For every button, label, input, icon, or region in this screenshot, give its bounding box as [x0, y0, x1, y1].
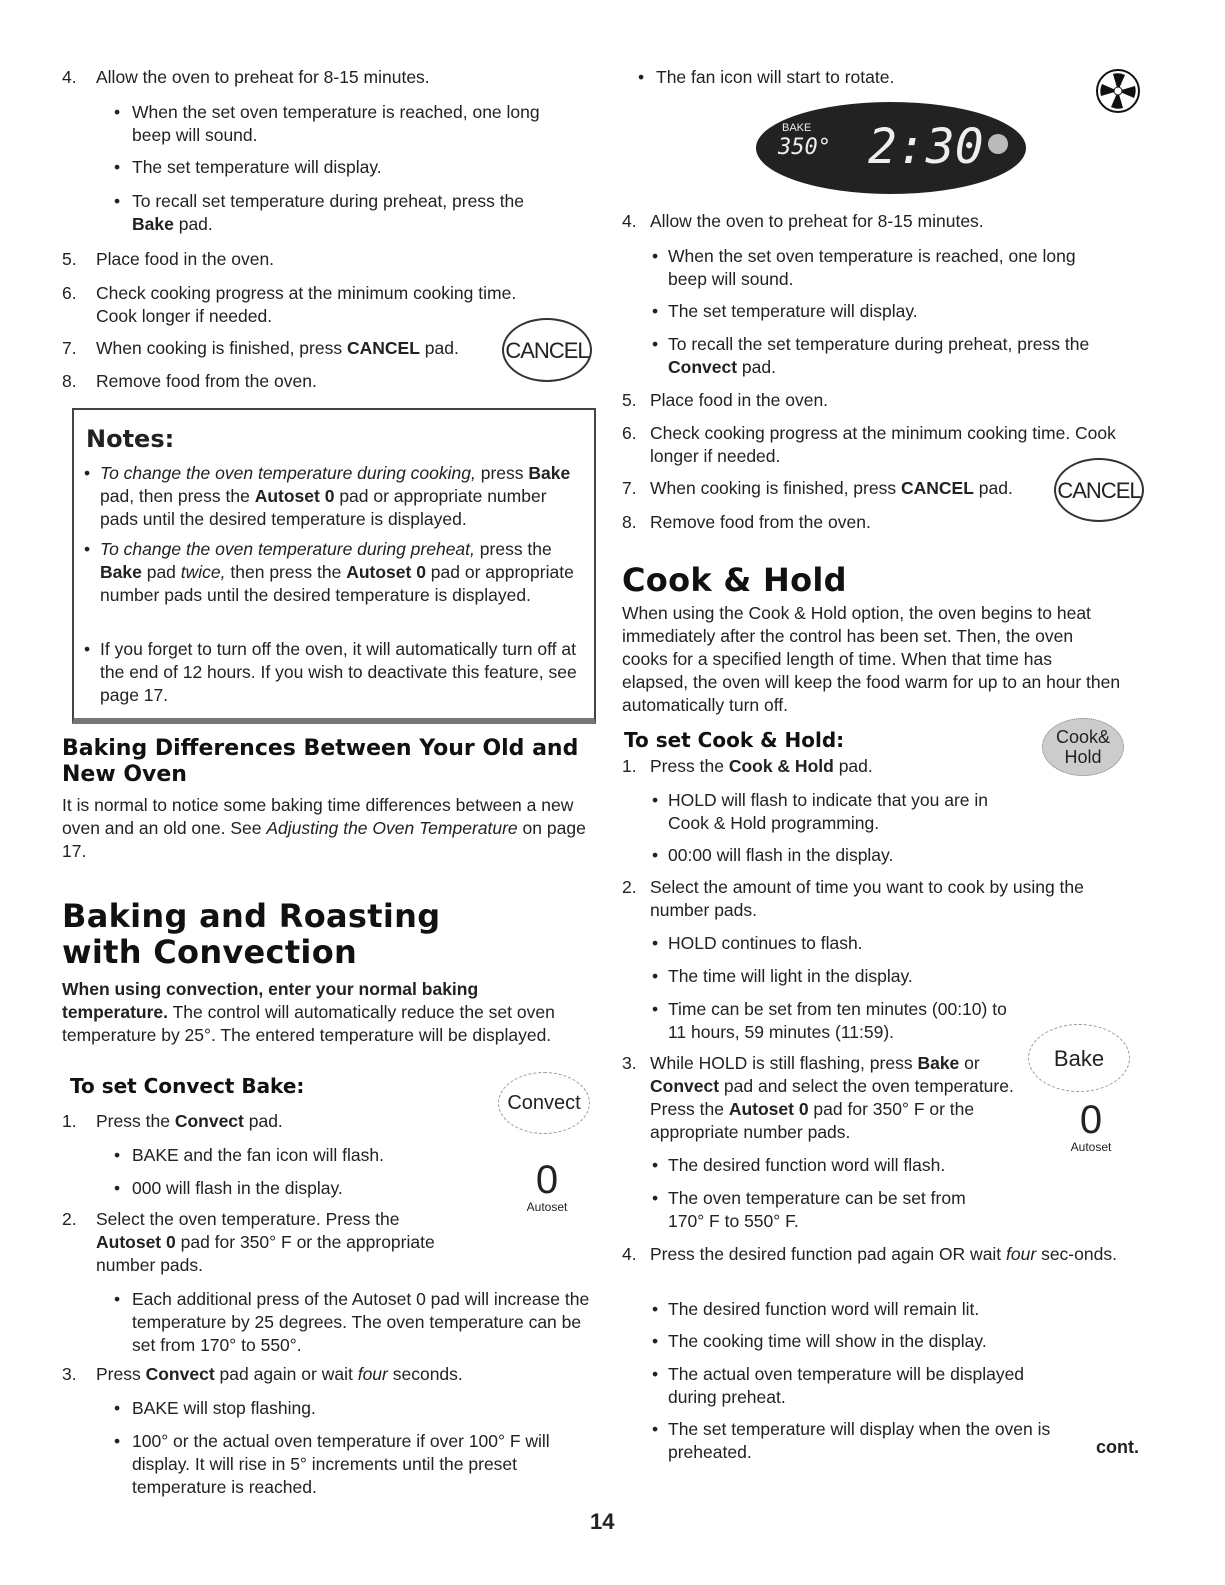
- text: The control will automatically reduce the set oven temperature by 25°. The entered temperature will be displayed.: [62, 1002, 555, 1045]
- bold-text: Cook & Hold: [728, 756, 834, 776]
- bullet: •: [652, 845, 659, 865]
- notes-title: Notes:: [86, 425, 175, 453]
- convection-heading: Baking and Roasting with Convection: [62, 897, 441, 971]
- bullet-text: The desired function word will remain lit.: [668, 1299, 980, 1319]
- bold-text: Autoset 0: [254, 486, 335, 506]
- text: Press: [96, 1364, 141, 1384]
- text: pad for 350° F or the appropriate number pads.: [650, 1099, 975, 1142]
- bullet-text: The set temperature will display.: [668, 301, 918, 321]
- step-number: 6.: [62, 283, 77, 303]
- bullet: •: [652, 999, 659, 1019]
- text: seconds.: [392, 1364, 463, 1384]
- zero-digit: 0: [1079, 1098, 1103, 1142]
- step-text: [650, 1052, 1050, 1144]
- step-text: [650, 755, 1142, 778]
- bullet: •: [652, 790, 659, 810]
- italic-text: Adjusting the Oven Temperature: [266, 818, 518, 838]
- text: Press the: [650, 756, 724, 776]
- step-text: Check cooking progress at the minimum cooking time. Cook longer if needed.: [650, 423, 1116, 466]
- step-number: 3.: [622, 1053, 637, 1073]
- bullet: •: [652, 1188, 659, 1208]
- text: To recall the set temperature during preheat, press the: [668, 334, 1090, 354]
- text: pad.: [838, 756, 873, 776]
- step-number: 5.: [62, 249, 77, 269]
- step-text: [96, 1363, 592, 1386]
- bullet: •: [652, 933, 659, 953]
- cook-hold-intro: When using the Cook & Hold option, the oven begins to heat immediately after the control has been set. Then, the oven cooks for a specified length of time. When that time has elapsed, the oven will keep the food warm for up to an hour then automatically turn off.: [622, 603, 1121, 715]
- set-cook-hold-heading: To set Cook & Hold:: [624, 728, 845, 752]
- step-number: 6.: [622, 423, 637, 443]
- step-text: [96, 1208, 466, 1277]
- fan-icon: [1095, 68, 1141, 114]
- step-number: 1.: [622, 756, 637, 776]
- bullet-text: 000 will flash in the display.: [132, 1178, 343, 1198]
- text: pad.: [424, 338, 459, 358]
- italic-text: four: [357, 1364, 388, 1384]
- continued-label: cont.: [1096, 1437, 1139, 1457]
- text: pad: [146, 562, 176, 582]
- text: To recall set temperature during preheat, press the: [132, 191, 525, 211]
- text: pad for 350° F or the appropriate number pads.: [96, 1232, 435, 1275]
- cancel-button-icon: CANCEL: [502, 318, 592, 382]
- bullet: •: [114, 1145, 121, 1165]
- text: sec-onds.: [1041, 1244, 1117, 1264]
- bullet: •: [114, 1289, 121, 1309]
- convect-button-icon: Convect: [498, 1072, 590, 1134]
- bullet: •: [84, 539, 91, 559]
- bullet-text: [668, 333, 1128, 379]
- bullet: •: [652, 1419, 659, 1439]
- step-text: [650, 1243, 1120, 1266]
- step-text: Remove food from the oven.: [96, 371, 317, 391]
- text: When cooking is finished, press: [96, 338, 343, 358]
- bullet-text: BAKE and the fan icon will flash.: [132, 1145, 384, 1165]
- autoset-label: Autoset: [526, 1200, 568, 1214]
- bullet-text: The set temperature will display when the oven is preheated.: [668, 1419, 1051, 1462]
- step-number: 4.: [622, 1244, 637, 1264]
- step-number: 4.: [622, 211, 637, 231]
- bullet: •: [652, 1331, 659, 1351]
- text: Select the oven temperature. Press the: [96, 1209, 400, 1229]
- bold-text: Autoset 0: [346, 562, 426, 582]
- bullet: •: [652, 1155, 659, 1175]
- bullet: •: [652, 301, 659, 321]
- bold-text: Bake: [917, 1053, 960, 1073]
- bullet-text: When the set oven temperature is reached, one long beep will sound.: [668, 246, 1076, 289]
- zero-digit: 0: [535, 1158, 559, 1202]
- bullet-text: [132, 190, 572, 236]
- bullet: •: [114, 1178, 121, 1198]
- bullet-text: Time can be set from ten minutes (00:10) to 11 hours, 59 minutes (11:59).: [668, 999, 1007, 1042]
- text: pad.: [178, 214, 213, 234]
- step-number: 4.: [62, 67, 77, 87]
- text: pad, then press the: [100, 486, 250, 506]
- button-line: Cook&: [1055, 727, 1111, 747]
- step-number: 5.: [622, 390, 637, 410]
- text: pad or appropriate number pads until the desired temperature is displayed.: [100, 486, 547, 529]
- oven-display: [756, 102, 1026, 194]
- bold-text: Bake: [132, 214, 174, 234]
- display-time: 2:30: [868, 119, 984, 175]
- step-text: Check cooking progress at the minimum cooking time. Cook longer if needed.: [96, 283, 517, 326]
- bullet-text: The actual oven temperature will be displayed during preheat.: [668, 1364, 1025, 1407]
- bold-text: Autoset 0: [96, 1232, 176, 1252]
- italic-text: twice,: [180, 562, 226, 582]
- notes-box: [72, 408, 596, 724]
- text: While HOLD is still flashing, press: [650, 1053, 913, 1073]
- text: Press the desired function pad again OR wait: [650, 1244, 1002, 1264]
- bullet: •: [114, 102, 121, 122]
- bullet-text: 00:00 will flash in the display.: [668, 845, 894, 865]
- bullet-text: The set temperature will display.: [132, 157, 382, 177]
- text: It is normal to notice some baking time differences between a new oven and an old one. See: [62, 795, 574, 838]
- button-line: Hold: [1064, 747, 1102, 767]
- autoset-0-icon: [1056, 1100, 1126, 1154]
- bullet-text: When the set oven temperature is reached, one long beep will sound.: [132, 102, 540, 145]
- bullet-text: BAKE will stop flashing.: [132, 1398, 316, 1418]
- baking-differences-heading: Baking Differences Between Your Old and New Oven: [62, 736, 579, 787]
- page-number: 14: [590, 1509, 615, 1534]
- bullet-text: The time will light in the display.: [668, 966, 913, 986]
- bold-text: Bake: [100, 562, 142, 582]
- bullet-text: The oven temperature can be set from 170° F to 550° F.: [668, 1188, 966, 1231]
- bullet: •: [114, 1431, 121, 1451]
- bold-text: When using convection, enter your normal baking temperature.: [62, 979, 479, 1022]
- bullet: •: [638, 67, 645, 87]
- autoset-0-icon: [512, 1160, 582, 1214]
- text: pad.: [978, 478, 1013, 498]
- bullet-text: 100° or the actual oven temperature if over 100° F will display. It will rise in 5° increments until the preset temperature is reached.: [132, 1431, 550, 1497]
- text: pad.: [248, 1111, 283, 1131]
- display-temp: 350°: [778, 135, 831, 160]
- bullet-text: The cooking time will show in the display.: [668, 1331, 987, 1351]
- note-text: [100, 462, 586, 531]
- text: pad again or wait: [219, 1364, 353, 1384]
- bold-text: Convect: [650, 1076, 720, 1096]
- step-number: 7.: [62, 338, 77, 358]
- step-text: [96, 1110, 592, 1133]
- note-text: If you forget to turn off the oven, it will automatically turn off at the end of 12 hours. If you wish to deactivate this feature, see page 17.: [100, 639, 577, 705]
- step-number: 3.: [62, 1364, 77, 1384]
- step-number: 8.: [62, 371, 77, 391]
- text: pad and select the oven temperature. Press the: [650, 1076, 1014, 1119]
- bullet: •: [114, 1398, 121, 1418]
- step-number: 8.: [622, 512, 637, 532]
- step-number: 1.: [62, 1111, 77, 1131]
- bullet: •: [114, 157, 121, 177]
- step-number: 7.: [622, 478, 637, 498]
- convect-bake-heading: To set Convect Bake:: [70, 1074, 305, 1098]
- text: press the: [479, 539, 552, 559]
- note-text: [100, 538, 576, 607]
- text: When cooking is finished, press: [650, 478, 897, 498]
- display-bake-label: BAKE: [782, 122, 812, 134]
- bold-text: Convect: [145, 1364, 215, 1384]
- bullet: •: [84, 639, 91, 659]
- cook-hold-heading: Cook & Hold: [622, 561, 847, 599]
- step-text: Place food in the oven.: [650, 390, 829, 410]
- step-number: 2.: [622, 877, 637, 897]
- bold-text: Convect: [668, 357, 738, 377]
- step-number: 2.: [62, 1209, 77, 1229]
- bullet-text: HOLD continues to flash.: [668, 933, 863, 953]
- text: pad.: [741, 357, 776, 377]
- text: on page 17.: [62, 818, 586, 861]
- text: Press the: [96, 1111, 170, 1131]
- bold-text: CANCEL: [346, 338, 420, 358]
- bullet: •: [652, 334, 659, 354]
- step-text: Allow the oven to preheat for 8-15 minutes.: [96, 67, 430, 87]
- text: or: [964, 1053, 980, 1073]
- step-text: Select the amount of time you want to cook by using the number pads.: [650, 877, 1084, 920]
- text: press: [480, 463, 524, 483]
- bold-text: Bake: [528, 463, 571, 483]
- italic-text: To change the oven temperature during preheat,: [100, 539, 475, 559]
- bold-text: Autoset 0: [728, 1099, 809, 1119]
- bullet: •: [84, 463, 91, 483]
- bullet: •: [652, 1364, 659, 1384]
- bullet-text: HOLD will flash to indicate that you are in Cook & Hold programming.: [668, 790, 989, 833]
- italic-text: four: [1006, 1244, 1037, 1264]
- bullet: •: [652, 1299, 659, 1319]
- step-text: Place food in the oven.: [96, 249, 275, 269]
- autoset-label: Autoset: [1070, 1140, 1112, 1154]
- step-text: Remove food from the oven.: [650, 512, 871, 532]
- display-fan-icon: [988, 134, 1008, 154]
- cancel-button-icon: CANCEL: [1054, 458, 1144, 522]
- convection-intro: [62, 978, 562, 1047]
- step-text: Allow the oven to preheat for 8-15 minutes.: [650, 211, 984, 231]
- text: then press the: [230, 562, 342, 582]
- bold-text: CANCEL: [900, 478, 974, 498]
- bullet-text: The fan icon will start to rotate.: [656, 67, 895, 87]
- baking-differences-text: [62, 794, 592, 863]
- bullet: •: [652, 246, 659, 266]
- bake-button-icon: Bake: [1028, 1024, 1130, 1092]
- bold-text: Convect: [174, 1111, 244, 1131]
- bullet-text: Each additional press of the Autoset 0 pad will increase the temperature by 25 degrees. The oven temperature can be set from 170° to 550°.: [132, 1289, 590, 1355]
- text: pad or appropriate number pads until the desired temperature is displayed.: [100, 562, 574, 605]
- italic-text: To change the oven temperature during cooking,: [100, 463, 476, 483]
- bullet: •: [652, 966, 659, 986]
- bullet: •: [114, 191, 121, 211]
- bullet-text: The desired function word will flash.: [668, 1155, 946, 1175]
